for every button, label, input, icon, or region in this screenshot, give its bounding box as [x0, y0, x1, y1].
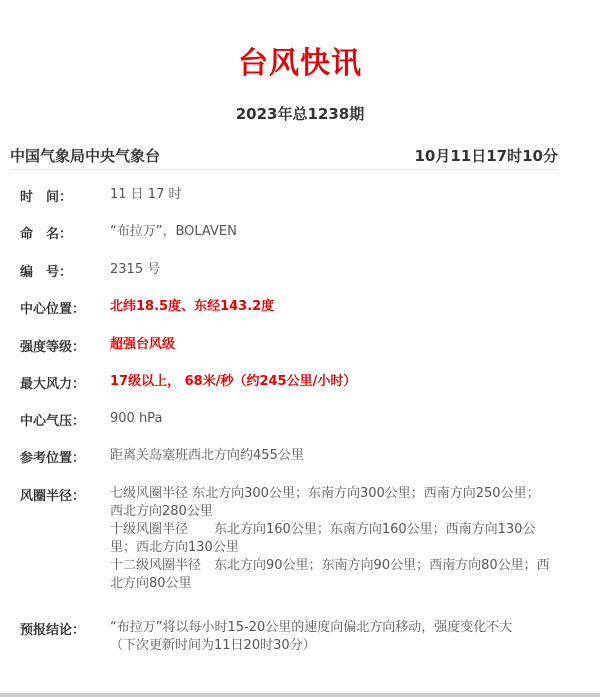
field-label: 编 号：: [20, 265, 73, 280]
field-label: 预报结论：: [20, 623, 86, 638]
agency-name: 中国气象局中央气象台: [10, 147, 161, 165]
field-label: 参考位置：: [20, 451, 86, 466]
release-time: 10月11日17时10分: [414, 147, 558, 165]
issue-number: 2023年总1238期: [235, 105, 365, 123]
field-label: 中心位置：: [20, 302, 86, 317]
field-label: 强度等级：: [20, 340, 86, 355]
field-value: 11 日 17 时: [110, 187, 182, 202]
field-value: “布拉万”，BOLAVEN: [110, 224, 237, 239]
field-label: 时 间：: [20, 190, 73, 205]
wind-radius-10: 十级风圈半径 东北方向160公里；东南方向160公里；西南方向130公里；西北方向130公里: [110, 522, 536, 555]
field-value: 17级以上， 68米/秒（约245公里/小时）: [110, 374, 357, 389]
field-label: 命 名：: [20, 227, 73, 242]
field-value: 距离关岛塞班西北方向约455公里: [110, 448, 304, 463]
wind-radius-12: 十二级风圈半径 东北方向90公里；东南方向90公里；西南方向80公里；西北方向80公里: [110, 558, 550, 591]
field-label: 最大风力：: [20, 377, 86, 392]
field-value: 2315 号: [110, 262, 161, 277]
field-value: 北纬18.5度、东经143.2度: [110, 299, 275, 314]
bulletin-header: [10, 145, 558, 170]
field-value: 超强台风级: [110, 337, 176, 352]
page-title: 台风快讯: [238, 46, 362, 81]
forecast-line: “布拉万”将以每小时15-20公里的速度向偏北方向移动，强度变化不大: [110, 620, 513, 635]
wind-radius-7: 七级风圈半径 东北方向300公里；东南方向300公里；西南方向250公里；西北方向280公里: [110, 486, 540, 519]
bottom-divider: [0, 693, 600, 697]
wind-radius-list: [110, 485, 550, 593]
next-update-note: （下次更新时间为11日20时30分）: [110, 638, 316, 653]
field-value: 900 hPa: [110, 411, 163, 426]
field-label: 风圈半径：: [20, 489, 86, 504]
forecast-text: [110, 619, 550, 655]
field-label: 中心气压：: [20, 414, 86, 429]
